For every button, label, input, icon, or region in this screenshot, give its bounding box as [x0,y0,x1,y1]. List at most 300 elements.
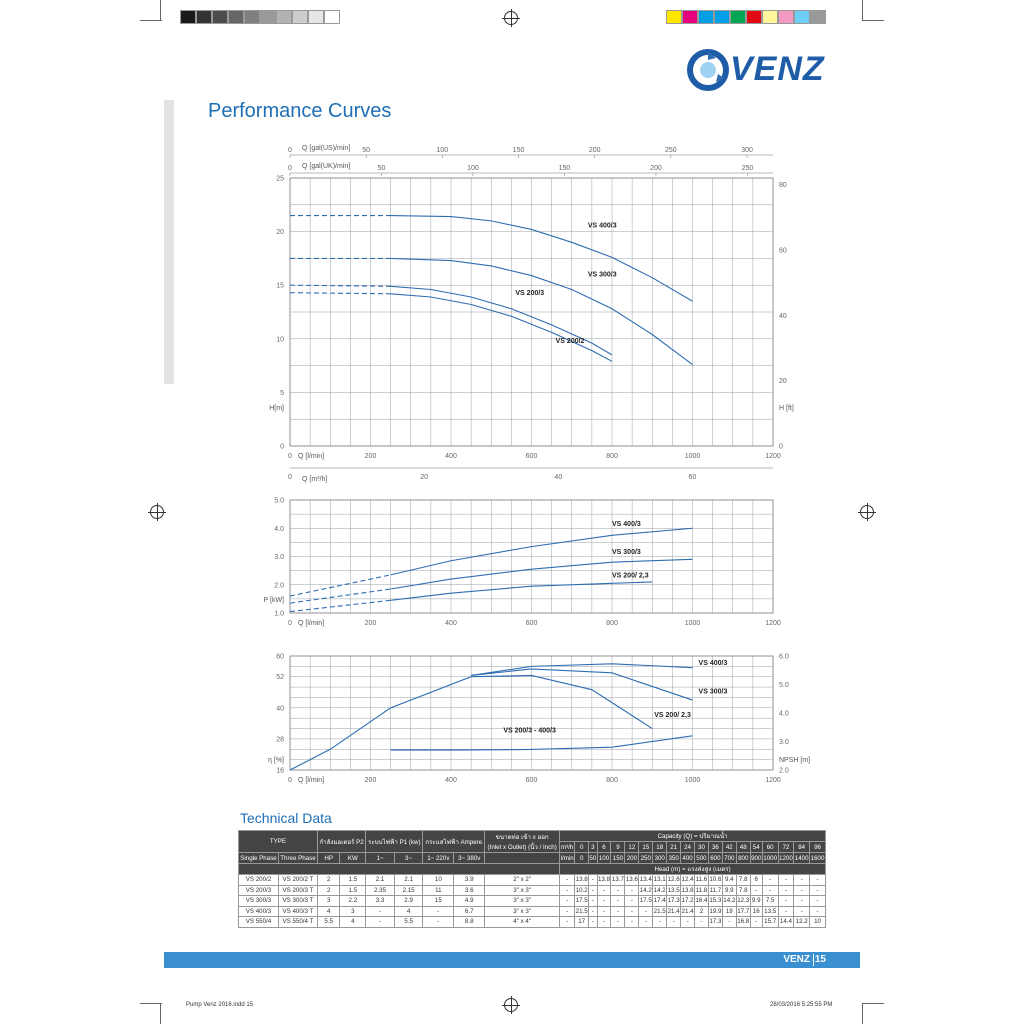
table-cell: - [625,896,639,907]
m3h-cell: 54 [750,842,762,853]
y-tick-label: 52 [276,674,284,682]
y-right-tick-label: 60 [779,247,787,255]
table-cell: - [366,917,395,928]
x-tick-label: 1000 [684,620,701,627]
table-cell: 17.5 [639,897,652,905]
series-line [391,294,612,362]
table-cell: 2" x 2" [485,875,560,886]
lmin-cell: 200 [626,854,638,862]
series-label: VS 400/3 [587,222,617,230]
table-cell: 13.8 [597,876,611,884]
table-row [239,896,826,907]
table-row [239,885,826,896]
gray-swatch [180,10,196,24]
table-cell: 3 [317,896,340,907]
table-cell: 2.2 [340,896,366,907]
table-cell: - [589,917,597,928]
x-tick-label: 200 [364,620,377,627]
table-cell: 9.4 [722,875,736,886]
color-swatch [778,10,794,24]
x-tick-label: 400 [445,453,457,460]
logo-swirl-icon [686,48,730,92]
secondary-tick-label: 200 [650,165,662,172]
io-blank-header [485,853,560,864]
secondary-tick-label: 50 [377,165,386,172]
lmin-cell: 1000 [763,854,778,862]
table-cell: 21.5 [575,907,588,915]
series-label: VS 300/3 [698,688,728,696]
x-tick-label: 800 [606,777,618,784]
amp-three-header: 3~ 380v [454,853,485,864]
table-cell: - [597,885,611,896]
y-tick-label: 15 [276,282,284,290]
crop-mark [862,1004,863,1024]
table-cell: - [794,875,810,886]
gray-colorbar [180,10,340,24]
table-cell: 7.8 [736,885,750,896]
crop-mark [140,20,162,21]
y-tick-label: 1.0 [274,610,284,618]
crop-mark [160,1004,161,1024]
table-cell: 13.8 [681,886,694,894]
secondary-tick-label: 0 [288,474,292,481]
page-title: Performance Curves [208,100,392,122]
x-tick-label: 1200 [765,620,781,627]
registration-mark-icon [504,11,518,25]
table-cell: - [639,917,653,928]
p1-single-header: 1~ [366,853,395,864]
head-curve-chart [250,140,794,490]
table-cell: 2.1 [394,875,423,886]
footer-bar [164,952,860,968]
table-cell: 3.3 [366,896,395,907]
x-tick-label: 1000 [684,453,701,460]
y-right-tick-label: 0 [779,443,783,451]
series-line-dashed [290,293,391,294]
table-cell: - [611,917,625,928]
table-cell: 14.2 [639,886,652,894]
series-line-dashed [290,589,391,603]
table-cell: 13.6 [625,876,638,884]
table-cell: - [794,885,810,896]
table-cell: 9.9 [751,897,761,905]
color-swatch [794,10,810,24]
secondary-axis-label: Q [m³/h] [302,476,328,483]
table-cell: - [597,917,611,928]
secondary-tick-label: 0 [288,165,292,172]
table-cell: - [762,885,778,896]
table-cell: - [794,906,810,917]
table-cell: 10.6 [709,876,722,884]
x-axis-label: Q [l/min] [298,453,325,460]
table-cell: 12.6 [667,876,680,884]
lmin-cell: 0 [575,853,589,864]
m3h-cell: 6 [597,842,611,853]
table-cell: - [695,917,709,928]
secondary-tick-label: 20 [420,474,429,481]
table-cell: - [810,896,826,907]
table-cell: - [423,906,454,917]
table-cell: 3.9 [454,875,485,886]
table-cell: - [810,875,826,886]
y-right-tick-label: 2.0 [779,767,789,775]
lmin-cell: 50 [589,854,597,862]
m3h-cell: 15 [639,842,653,853]
head-label: Head (m) = แรงส่งสูง (เมตร) [560,864,826,875]
lmin-cell: 700 [724,854,735,862]
x-tick-label: 1000 [684,777,701,784]
table-row [239,906,826,917]
table-header-row [239,831,826,842]
table-cell: 5.5 [317,917,340,928]
series-label: VS 400/3 [698,660,728,668]
table-cell: 10 [810,917,826,928]
lmin-cell: 300 [654,854,665,862]
color-swatch [746,10,762,24]
power-curve-chart [250,490,790,640]
table-cell: - [722,917,736,928]
technical-data-table [238,830,826,928]
table-cell: 4" x 4" [485,917,560,928]
table-cell: 4 [394,906,423,917]
head-type: TYPE [239,831,318,853]
gray-swatch [292,10,308,24]
table-cell: 15 [423,896,454,907]
technical-data-title: Technical Data [240,810,332,826]
lmin-cell: 400 [682,854,693,862]
kw-header: KW [340,853,366,864]
table-cell: - [794,896,810,907]
table-cell: 19.9 [709,907,722,915]
table-cell: - [589,875,597,886]
y-right-tick-label: 5.0 [779,682,789,689]
table-cell: - [611,906,625,917]
table-cell: 3" x 3" [485,885,560,896]
table-cell: 1.5 [340,885,366,896]
table-cell: - [810,885,826,896]
y-tick-label: 5.0 [274,497,284,505]
table-cell: - [750,885,762,896]
table-cell: 17.2 [681,897,694,905]
series-label: VS 400/3 [612,520,641,528]
page-number: 15 [814,954,826,965]
x-tick-label: 1200 [765,453,781,460]
table-cell: 14.2 [653,886,666,894]
secondary-tick-label: 100 [436,147,449,154]
table-cell: 11.6 [695,876,708,884]
table-cell: VS 400/3 [239,906,279,917]
gray-swatch [244,10,260,24]
table-cell: - [597,896,611,907]
table-cell: - [560,906,575,917]
table-cell: - [639,906,653,917]
m3h-cell: 18 [653,842,667,853]
crop-mark [862,20,884,21]
table-cell: 2.15 [394,885,423,896]
lmin-cell: 600 [710,854,721,862]
venz-logo [686,46,846,94]
m3h-cell: 84 [794,842,810,853]
y-right-tick-label: 3.0 [779,739,789,746]
table-cell: 10 [423,875,454,886]
x-tick-label: 400 [445,777,457,784]
series-line [471,669,692,700]
table-cell: 7.5 [762,896,778,907]
table-cell: 15.3 [709,897,722,905]
x-tick-label: 0 [288,777,292,784]
series-label: VS 200/ 2,3 [654,711,691,719]
secondary-tick-label: 50 [362,147,371,154]
table-cell: - [778,885,794,896]
y-tick-label: 25 [276,175,284,183]
table-cell: VS 550/4 T [279,917,318,928]
table-cell: - [589,896,597,907]
table-cell: - [778,896,794,907]
color-swatch [810,10,826,24]
lmin-cell: 1200 [779,854,793,862]
table-cell: 4 [317,906,340,917]
y-tick-label: 2.0 [274,582,284,590]
table-cell: 11.7 [709,886,722,894]
unit-m3h: m³/h [561,843,574,851]
x-tick-label: 600 [525,777,538,784]
table-cell: - [625,917,639,928]
lmin-cell: 250 [640,854,651,862]
table-cell: 16.8 [737,918,750,926]
lmin-cell: 100 [598,854,610,862]
table-cell: 12.3 [737,897,750,905]
table-cell: 14.2 [723,897,736,905]
lmin-cell: 150 [612,854,624,862]
secondary-axis-label: Q [gal(US)/min] [302,145,351,152]
series-line [391,258,693,364]
x-tick-label: 800 [606,453,618,460]
table-cell: - [750,917,762,928]
head-io-sub: (Inlet x Outlet) (นิ้ว / Inch) [487,843,557,851]
table-cell: 17.4 [653,897,666,905]
m3h-cell: 96 [810,842,826,853]
m3h-cell: 60 [762,842,778,853]
table-cell: 15.7 [764,918,777,926]
table-cell: VS 300/3 T [279,896,318,907]
table-cell: - [597,906,611,917]
table-cell: 8.8 [454,917,485,928]
head-p2: กำลังมอเตอร์ P2 [317,831,365,853]
table-header-row [239,864,826,875]
head-capacity: Capacity (Q) = ปริมาณน้ำ [560,831,826,842]
amp-single-header: 1~ 220v [423,853,454,864]
table-cell: 2.1 [366,875,395,886]
side-strip [164,100,174,384]
slug-filename: Pump Venz 2016.indd 15 [186,1002,254,1008]
table-cell: - [611,896,625,907]
table-cell: 3 [340,906,366,917]
table-cell: 17 [575,917,589,928]
y-axis-label: P [kW] [263,597,284,604]
table-cell: 12.2 [795,918,808,926]
secondary-tick-label: 200 [588,147,601,154]
secondary-tick-label: 250 [741,165,754,172]
table-cell: 3.6 [454,885,485,896]
table-cell: - [560,917,575,928]
secondary-tick-label: 60 [688,474,697,481]
gray-swatch [260,10,276,24]
series-label: VS 200/ 2,3 [612,572,649,580]
y-right-tick-label: 4.0 [779,710,789,718]
y-tick-label: 20 [276,229,284,237]
unit-lmin: l/min [560,854,574,862]
logo-text: VENZ [730,50,825,88]
m3h-cell: 42 [722,842,736,853]
m3h-cell: 24 [681,842,695,853]
single-phase-header: Single Phase [240,854,277,862]
x-tick-label: 0 [288,453,292,460]
registration-mark-icon [504,998,518,1012]
x-axis-label: Q [l/min] [298,620,325,627]
table-cell: VS 400/3 T [279,906,318,917]
crop-mark [862,0,863,20]
footer-logo: VENZ [783,954,810,965]
table-cell: 13.4 [639,876,652,884]
secondary-tick-label: 0 [288,147,292,154]
table-cell: 6 [750,875,762,886]
y-tick-label: 28 [276,736,284,744]
m3h-cell: 30 [695,842,709,853]
y-tick-label: 60 [276,653,284,661]
x-tick-label: 0 [288,620,292,627]
table-cell: VS 200/2 T [279,875,318,886]
footer-divider [813,954,814,966]
table-cell: 17.5 [575,897,588,905]
table-cell: - [611,885,625,896]
table-cell: VS 200/2 [239,875,279,886]
y-tick-label: 5 [280,389,284,397]
table-cell: 4 [340,917,366,928]
m3h-cell: 72 [778,842,794,853]
table-cell: - [560,885,575,896]
x-axis-label: Q [l/min] [298,777,325,784]
y-right-tick-label: 6.0 [779,653,789,661]
y-tick-label: 3.0 [274,554,284,561]
table-cell: 21.4 [667,907,680,915]
y-right-tick-label: 40 [779,312,787,320]
table-cell: 2 [317,885,340,896]
table-cell: 3" x 3" [485,896,560,907]
table-cell: 13.5 [667,886,680,894]
x-tick-label: 800 [606,620,618,627]
lmin-cell: 900 [751,854,762,862]
slug-timestamp: 28/03/2016 5:25:55 PM [770,1002,833,1008]
gray-swatch [196,10,212,24]
table-cell: 11 [423,885,454,896]
color-swatch [714,10,730,24]
secondary-tick-label: 150 [512,147,525,154]
table-cell: - [589,885,597,896]
head-io-label: ขนาดท่อ เข้า x ออก [495,833,549,841]
table-cell: 10.2 [575,886,588,894]
gray-swatch [324,10,340,24]
table-cell: 17.3 [709,918,722,926]
secondary-tick-label: 150 [558,165,571,172]
table-cell: 4.9 [454,896,485,907]
table-cell: - [589,906,597,917]
table-cell: 16 [750,906,762,917]
table-cell: 12.4 [681,876,694,884]
table-cell: - [423,917,454,928]
table-cell: VS 200/3 T [279,885,318,896]
table-cell: 5.5 [394,917,423,928]
table-cell: 13.5 [764,907,777,915]
y-right-tick-label: 80 [779,182,787,190]
y-tick-label: 10 [276,336,284,344]
series-line-dashed [290,575,391,596]
m3h-cell: 9 [611,842,625,853]
gray-swatch [228,10,244,24]
m3h-cell: 48 [736,842,750,853]
table-header-row [239,853,826,864]
efficiency-npsh-chart [250,648,810,790]
table-cell: - [653,917,667,928]
table-cell: 2.9 [394,896,423,907]
table-cell: - [778,906,794,917]
table-row [239,917,826,928]
table-cell: - [810,906,826,917]
series-label: VS 200/3 [515,289,545,297]
gray-swatch [276,10,292,24]
series-label: VS 300/3 [587,271,617,279]
gray-swatch [212,10,228,24]
y-axis-label: η [%] [268,757,284,764]
table-cell: 19 [722,906,736,917]
table-cell: 6.7 [454,906,485,917]
crop-mark [160,0,161,20]
x-tick-label: 200 [364,777,377,784]
p1-three-header: 3~ [394,853,423,864]
table-cell: VS 200/3 [239,885,279,896]
lmin-cell: 500 [696,854,707,862]
series-label: VS 200/2 [555,338,585,346]
three-phase-header: Three Phase [280,854,316,862]
table-cell: - [681,917,695,928]
lmin-cell: 1600 [810,854,825,862]
secondary-tick-label: 300 [741,147,753,154]
m3h-cell: 3 [589,842,597,853]
table-cell: 3" x 3" [485,906,560,917]
table-cell: 17.3 [667,897,680,905]
m3h-cell: 36 [708,842,722,853]
table-cell: 21.4 [681,907,694,915]
registration-mark-icon [860,505,874,519]
table-cell: 2 [317,875,340,886]
lmin-cell: 800 [738,854,749,862]
table-cell: 2.35 [366,885,395,896]
secondary-axis-label: Q [gal(UK)/min] [302,163,351,170]
color-swatch [666,10,682,24]
table-cell: 11.8 [695,886,708,894]
crop-mark [862,1003,884,1004]
secondary-tick-label: 250 [665,147,677,154]
blank-header [239,864,560,875]
head-inlet-outlet [485,831,560,853]
lmin-cell: 1400 [794,854,809,862]
table-cell: 21.5 [653,907,666,915]
secondary-tick-label: 100 [467,165,479,172]
table-cell: VS 300/3 [239,896,279,907]
registration-mark-icon [150,505,164,519]
color-swatch [762,10,778,24]
m3h-cell: 21 [667,842,681,853]
x-tick-label: 400 [445,620,457,627]
